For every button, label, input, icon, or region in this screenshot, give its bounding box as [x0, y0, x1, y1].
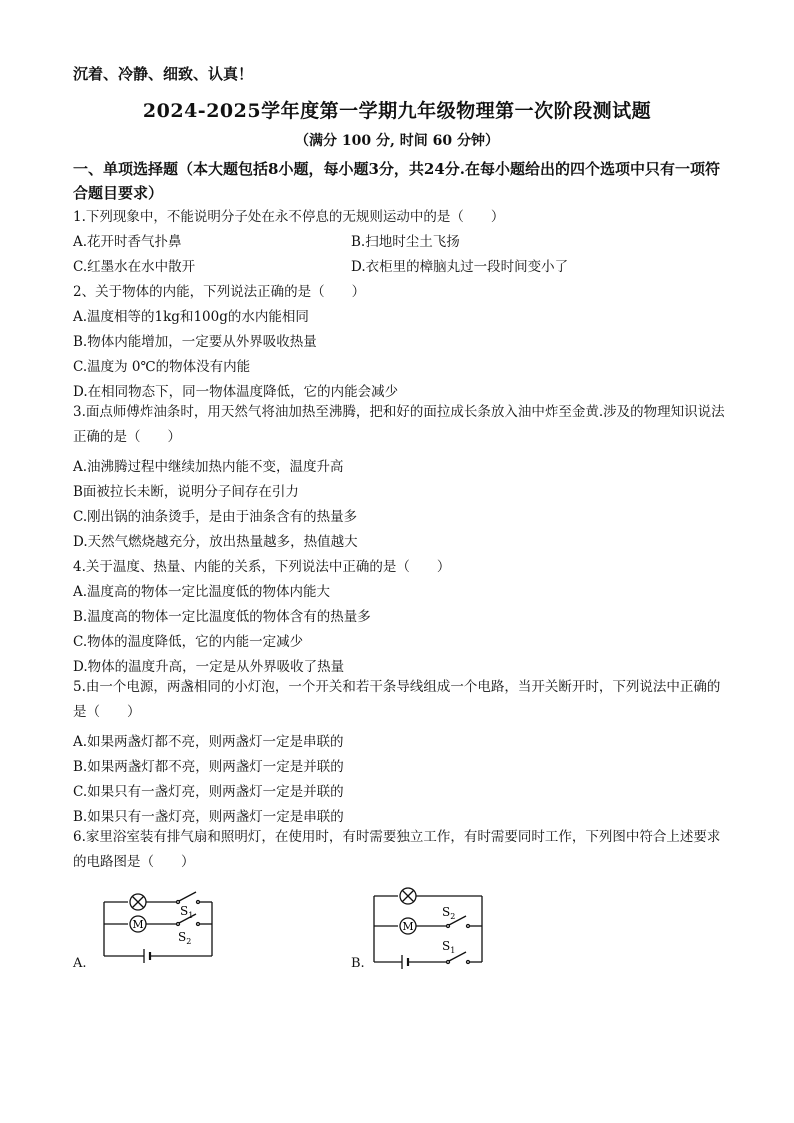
- question-6-option-a: A.: [73, 956, 87, 971]
- switch-s1-label: $S_1$: [180, 904, 194, 920]
- switch-s2-label: $S_2$: [178, 930, 192, 946]
- motto: 沉着、冷静、细致、认真！: [73, 65, 254, 83]
- question-2-option-b: B.物体内能增加，一定要从外界吸收热量: [73, 334, 317, 350]
- question-4-option-d: D.物体的温度升高，一定是从外界吸收了热量: [73, 659, 345, 675]
- question-1-option-b: B.扫地时尘土飞扬: [351, 234, 460, 250]
- switch-s2-label: $S_2$: [442, 905, 456, 921]
- question-1-option-c: C.红墨水在水中散开: [73, 259, 196, 275]
- question-3-option-b: B面被拉长未断，说明分子间存在引力: [73, 484, 299, 500]
- question-3-stem: 3.面点师傅炸油条时，用天然气将油加热至沸腾，把和好的面拉成长条放入油中炸至金黄.涉及的物理知识说法正确的是（ ）: [73, 404, 725, 445]
- question-1-stem: 1.下列现象中，不能说明分子处在永不停息的无规则运动中的是（ ）: [73, 209, 505, 225]
- question-4-option-a: A.温度高的物体一定比温度低的物体内能大: [73, 584, 331, 600]
- question-5-option-d: B.如果只有一盏灯亮，则两盏灯一定是串联的: [73, 809, 344, 825]
- section-heading: 一、单项选择题（本大题包括8小题，每小题3分，共24分.在每小题给出的四个选项中只有一项符合题目要求）: [73, 160, 720, 202]
- question-2-option-d: D.在相同物态下，同一物体温度降低，它的内能会减少: [73, 384, 399, 400]
- exam-subtitle: （满分 100 分, 时间 60 分钟）: [295, 133, 499, 149]
- question-6-stem: 6.家里浴室装有排气扇和照明灯，在使用时，有时需要独立工作，有时需要同时工作，下列图中符合上述要求的电路图是（ ）: [73, 829, 721, 870]
- question-5-option-a: A.如果两盏灯都不亮，则两盏灯一定是串联的: [73, 734, 344, 750]
- motor-label: M: [402, 920, 414, 933]
- question-2-option-c: C.温度为 0℃的物体没有内能: [73, 359, 251, 375]
- question-5-option-c: C.如果只有一盏灯亮，则两盏灯一定是并联的: [73, 784, 344, 800]
- motor-label: M: [132, 918, 144, 931]
- question-1-option-a: A.花开时香气扑鼻: [73, 234, 182, 250]
- question-5-stem: 5.由一个电源，两盏相同的小灯泡，一个开关和若干条导线组成一个电路，当开关断开时，下列说法中正确的是（ ）: [73, 679, 721, 720]
- question-4-option-b: B.温度高的物体一定比温度低的物体含有的热量多: [73, 609, 371, 625]
- question-3-option-a: A.油沸腾过程中继续加热内能不变，温度升高: [73, 459, 344, 475]
- question-2-stem: 2、关于物体的内能，下列说法正确的是（ ）: [73, 284, 366, 300]
- question-1-option-d: D.衣柜里的樟脑丸过一段时间变小了: [351, 259, 569, 275]
- circuit-diagram-a: [100, 886, 220, 966]
- exam-title: 2024-2025学年度第一学期九年级物理第一次阶段测试题: [142, 100, 652, 122]
- question-5-option-b: B.如果两盏灯都不亮，则两盏灯一定是并联的: [73, 759, 344, 775]
- question-2-option-a: A.温度相等的1kg和100g的水内能相同: [73, 309, 309, 325]
- switch-s1-label: $S_1$: [442, 939, 456, 955]
- question-6-option-b: B.: [351, 956, 365, 971]
- question-4-option-c: C.物体的温度降低，它的内能一定减少: [73, 634, 304, 650]
- question-4-stem: 4.关于温度、热量、内能的关系，下列说法中正确的是（ ）: [73, 559, 451, 575]
- question-3-option-d: D.天然气燃烧越充分，放出热量越多，热值越大: [73, 534, 358, 550]
- question-3-option-c: C.刚出锅的油条烫手，是由于油条含有的热量多: [73, 509, 358, 525]
- circuit-diagram-b: [370, 880, 490, 970]
